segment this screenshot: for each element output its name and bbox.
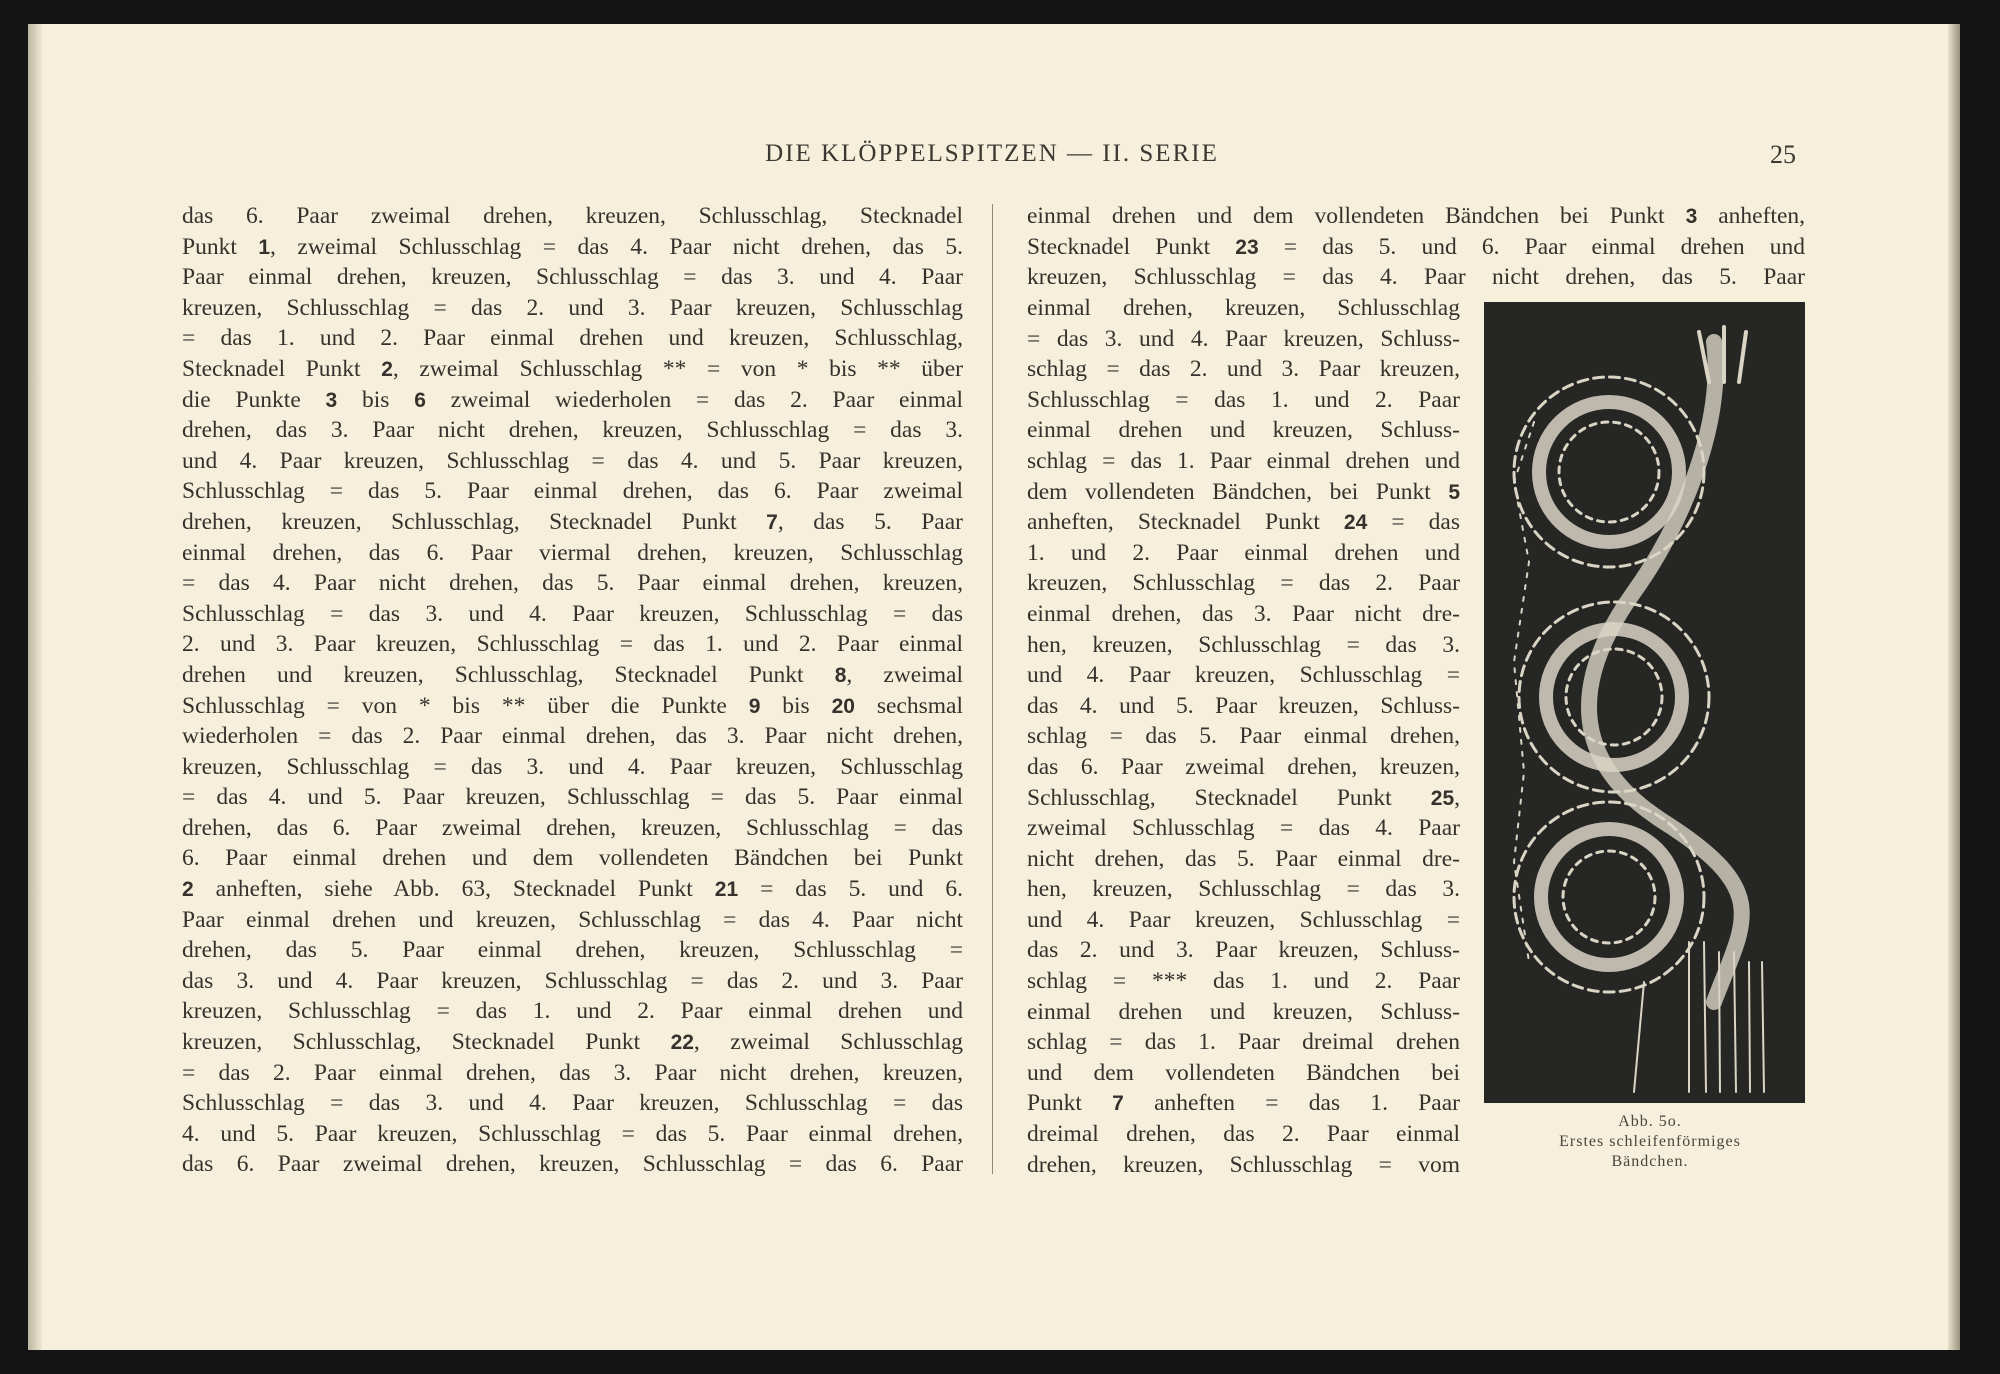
text-segment: = das 4. und 5. Paar kreuzen, Schlusschlag = das 5. Paar einmal bbox=[182, 784, 963, 811]
text-line bbox=[182, 996, 963, 1027]
bold-point-number: 9 bbox=[748, 694, 761, 718]
text-line bbox=[182, 538, 963, 569]
text-segment: , zweimal Schlusschlag ** = von * bis ** über bbox=[392, 355, 963, 382]
text-line bbox=[1027, 415, 1460, 446]
figure-number: Abb. 5o. bbox=[1618, 1113, 1682, 1130]
text-line bbox=[1027, 599, 1460, 630]
bold-point-number: 21 bbox=[714, 878, 739, 902]
text-line bbox=[182, 752, 963, 783]
text-line bbox=[1027, 293, 1460, 324]
text-line bbox=[1027, 232, 1805, 263]
bold-point-number: 2 bbox=[381, 357, 393, 381]
text-line bbox=[1027, 1150, 1460, 1181]
text-segment: hen, kreuzen, Schlusschlag = das 3. bbox=[1027, 876, 1460, 903]
bold-point-number: 20 bbox=[831, 694, 855, 718]
text-line bbox=[1027, 813, 1460, 844]
text-segment: dem vollendeten Bändchen, bei Punkt bbox=[1027, 478, 1449, 505]
text-segment: kreuzen, Schlusschlag = das 2. Paar bbox=[1027, 570, 1460, 597]
text-line bbox=[1027, 874, 1460, 905]
text-segment: bis bbox=[337, 386, 415, 413]
text-segment: drehen und kreuzen, Schlusschlag, Stecknadel Punkt bbox=[182, 661, 835, 688]
text-segment: wiederholen = das 2. Paar einmal drehen, das 3. Paar nicht drehen, bbox=[182, 723, 963, 750]
left-text-column bbox=[182, 201, 963, 1180]
text-segment: das 6. Paar zweimal drehen, kreuzen, bbox=[1027, 753, 1460, 780]
column-divider bbox=[992, 204, 993, 1174]
text-segment: sechsmal bbox=[854, 692, 963, 719]
text-line bbox=[1027, 201, 1805, 232]
text-segment: kreuzen, Schlusschlag = das 4. Paar nicht drehen, das 5. Paar bbox=[1027, 264, 1805, 291]
text-segment: = das 3. und 4. Paar kreuzen, Schluss- bbox=[1027, 325, 1460, 352]
text-segment: und 4. Paar kreuzen, Schlusschlag = bbox=[1027, 662, 1460, 689]
text-line bbox=[1027, 935, 1460, 966]
text-segment: Paar einmal drehen, kreuzen, Schlusschlag = das 3. und 4. Paar bbox=[182, 264, 963, 291]
text-segment: das 6. Paar zweimal drehen, kreuzen, Schlusschlag, Stecknadel bbox=[182, 203, 963, 229]
text-segment: Punkt bbox=[182, 233, 259, 260]
text-segment: anheften = das 1. Paar bbox=[1123, 1090, 1460, 1117]
bold-point-number: 7 bbox=[766, 510, 778, 534]
text-segment: einmal drehen und kreuzen, Schluss- bbox=[1027, 417, 1460, 444]
text-line bbox=[1027, 385, 1460, 416]
text-segment: = das 1. und 2. Paar einmal drehen und kreuzen, Schlusschlag, bbox=[182, 325, 963, 352]
text-segment: und dem vollendeten Bändchen bei bbox=[1027, 1059, 1460, 1086]
bold-point-number: 3 bbox=[325, 388, 338, 412]
text-segment: Schlusschlag = das 5. Paar einmal drehen, das 6. Paar zweimal bbox=[182, 478, 963, 505]
text-segment: kreuzen, Schlusschlag, Stecknadel Punkt bbox=[182, 1029, 671, 1056]
text-line bbox=[182, 262, 963, 293]
text-line bbox=[182, 201, 963, 232]
text-segment: Schlusschlag = das 1. und 2. Paar bbox=[1027, 386, 1460, 413]
text-segment: und 4. Paar kreuzen, Schlusschlag = das 4. und 5. Paar kreuzen, bbox=[182, 447, 963, 474]
bold-point-number: 3 bbox=[1685, 205, 1698, 228]
text-line bbox=[182, 660, 963, 691]
text-segment: einmal drehen, das 3. Paar nicht dre- bbox=[1027, 600, 1460, 627]
text-line bbox=[1027, 477, 1460, 508]
bold-point-number: 7 bbox=[1112, 1092, 1124, 1116]
text-line bbox=[182, 476, 963, 507]
text-line bbox=[182, 323, 963, 354]
text-line bbox=[1027, 630, 1460, 661]
text-line bbox=[182, 691, 963, 722]
text-line bbox=[182, 966, 963, 997]
text-segment: 2. und 3. Paar kreuzen, Schlusschlag = das 1. und 2. Paar einmal bbox=[182, 631, 963, 658]
bold-point-number: 23 bbox=[1235, 235, 1259, 259]
text-segment: drehen, das 3. Paar nicht drehen, kreuzen, Schlusschlag = das 3. bbox=[182, 417, 963, 444]
text-segment: einmal drehen und dem vollendeten Bändchen bei Punkt bbox=[1027, 203, 1686, 229]
text-segment: nicht drehen, das 5. Paar einmal dre- bbox=[1027, 845, 1460, 872]
text-segment: drehen, kreuzen, Schlusschlag = vom bbox=[1027, 1151, 1460, 1178]
figure-title-line2: Bändchen. bbox=[1611, 1153, 1689, 1170]
text-line bbox=[182, 354, 963, 385]
text-line bbox=[1027, 446, 1460, 477]
text-line bbox=[182, 568, 963, 599]
text-segment: bis bbox=[760, 692, 832, 719]
text-line bbox=[1027, 721, 1460, 752]
bold-point-number: 2 bbox=[182, 878, 194, 902]
text-line bbox=[182, 385, 963, 416]
text-segment: zweimal Schlusschlag = das 4. Paar bbox=[1027, 815, 1460, 842]
text-segment: hen, kreuzen, Schlusschlag = das 3. bbox=[1027, 631, 1460, 658]
text-line bbox=[182, 782, 963, 813]
bold-point-number: 6 bbox=[414, 388, 426, 412]
text-segment: Schlusschlag = das 3. und 4. Paar kreuzen, Schlusschlag = das bbox=[182, 1090, 963, 1117]
text-segment: schlag = das 2. und 3. Paar kreuzen, bbox=[1027, 356, 1460, 383]
bold-point-number: 25 bbox=[1430, 786, 1455, 810]
text-segment: = das 5. und 6. Paar einmal drehen und bbox=[1258, 233, 1805, 260]
text-line bbox=[1027, 507, 1460, 538]
text-segment: Schlusschlag, Stecknadel Punkt bbox=[1027, 784, 1431, 811]
bold-point-number: 1 bbox=[258, 235, 271, 259]
text-segment: schlag = *** das 1. und 2. Paar bbox=[1027, 968, 1460, 995]
text-line bbox=[1027, 1058, 1460, 1089]
text-line bbox=[182, 874, 963, 905]
book-gutter bbox=[28, 24, 42, 1350]
text-segment: Stecknadel Punkt bbox=[1027, 233, 1236, 260]
text-segment: , zweimal Schlusschlag = das 4. Paar nicht drehen, das 5. bbox=[270, 233, 963, 260]
text-line bbox=[182, 1119, 963, 1150]
text-segment: drehen, das 6. Paar zweimal drehen, kreuzen, Schlusschlag = das bbox=[182, 814, 963, 841]
text-segment: und 4. Paar kreuzen, Schlusschlag = bbox=[1027, 906, 1460, 933]
text-segment: drehen, das 5. Paar einmal drehen, kreuzen, Schlusschlag = bbox=[182, 937, 963, 964]
text-segment: , zweimal bbox=[846, 661, 963, 688]
right-text-wide bbox=[1027, 201, 1805, 293]
text-segment: Paar einmal drehen und kreuzen, Schlusschlag = das 4. Paar nicht bbox=[182, 906, 963, 933]
text-segment: , zweimal Schlusschlag bbox=[693, 1029, 963, 1056]
text-segment: , das 5. Paar bbox=[777, 508, 963, 535]
text-line bbox=[1027, 262, 1805, 293]
text-segment: kreuzen, Schlusschlag = das 1. und 2. Paar einmal drehen und bbox=[182, 998, 963, 1025]
text-segment: drehen, kreuzen, Schlusschlag, Stecknadel Punkt bbox=[182, 508, 767, 535]
text-line bbox=[182, 721, 963, 752]
text-segment: kreuzen, Schlusschlag = das 2. und 3. Paar kreuzen, Schlusschlag bbox=[182, 294, 963, 321]
text-line bbox=[182, 1058, 963, 1089]
text-segment: das 4. und 5. Paar kreuzen, Schluss- bbox=[1027, 692, 1460, 719]
text-line bbox=[1027, 538, 1460, 569]
text-line bbox=[182, 1149, 963, 1180]
text-line bbox=[182, 293, 963, 324]
text-line bbox=[1027, 905, 1460, 936]
bold-point-number: 5 bbox=[1448, 480, 1460, 504]
text-segment: 4. und 5. Paar kreuzen, Schlusschlag = das 5. Paar einmal drehen, bbox=[182, 1120, 963, 1147]
text-segment: die Punkte bbox=[182, 386, 326, 413]
text-segment: anheften, Stecknadel Punkt bbox=[1027, 509, 1344, 536]
figure-title-line1: Erstes schleifenförmiges bbox=[1559, 1133, 1741, 1150]
page-edge bbox=[1948, 24, 1960, 1350]
text-segment: Schlusschlag = von * bis ** über die Punkte bbox=[182, 692, 749, 719]
text-line bbox=[1027, 844, 1460, 875]
text-line bbox=[182, 905, 963, 936]
text-segment: anheften, siehe Abb. 63, Stecknadel Punkt bbox=[193, 876, 715, 903]
text-line bbox=[1027, 691, 1460, 722]
text-segment: 1. und 2. Paar einmal drehen und bbox=[1027, 539, 1460, 566]
text-line bbox=[1027, 997, 1460, 1028]
text-segment: = das bbox=[1367, 509, 1460, 536]
text-line bbox=[1027, 324, 1460, 355]
text-line bbox=[1027, 568, 1460, 599]
text-line bbox=[182, 415, 963, 446]
text-segment: einmal drehen und kreuzen, Schluss- bbox=[1027, 998, 1460, 1025]
text-line bbox=[182, 935, 963, 966]
text-line bbox=[1027, 1119, 1460, 1150]
text-line bbox=[182, 813, 963, 844]
text-segment: Schlusschlag = das 3. und 4. Paar kreuzen, Schlusschlag = das bbox=[182, 600, 963, 627]
text-segment: das 3. und 4. Paar kreuzen, Schlusschlag = das 2. und 3. Paar bbox=[182, 967, 963, 994]
bold-point-number: 22 bbox=[670, 1031, 694, 1055]
text-line bbox=[1027, 660, 1460, 691]
text-line bbox=[182, 629, 963, 660]
text-line bbox=[1027, 354, 1460, 385]
text-line bbox=[182, 599, 963, 630]
text-segment: das 2. und 3. Paar kreuzen, Schluss- bbox=[1027, 937, 1460, 964]
text-line bbox=[182, 843, 963, 874]
text-segment: das 6. Paar zweimal drehen, kreuzen, Schlusschlag = das 6. Paar bbox=[182, 1151, 963, 1178]
text-segment: anheften, bbox=[1697, 203, 1805, 229]
text-segment: einmal drehen, kreuzen, Schlusschlag bbox=[1027, 295, 1460, 321]
text-segment: 6. Paar einmal drehen und dem vollendeten Bändchen bei Punkt bbox=[182, 845, 963, 872]
text-segment: , bbox=[1454, 784, 1460, 811]
lace-photograph bbox=[1484, 302, 1805, 1103]
text-segment: Stecknadel Punkt bbox=[182, 355, 382, 382]
text-segment: zweimal wiederholen = das 2. Paar einmal bbox=[425, 386, 963, 413]
text-line bbox=[1027, 966, 1460, 997]
running-title: DIE KLÖPPELSPITZEN — II. SERIE bbox=[765, 140, 1219, 167]
right-text-narrow bbox=[1027, 293, 1460, 1180]
text-segment: = das 2. Paar einmal drehen, das 3. Paar nicht drehen, kreuzen, bbox=[182, 1059, 963, 1086]
text-segment: dreimal drehen, das 2. Paar einmal bbox=[1027, 1121, 1460, 1148]
text-line bbox=[182, 232, 963, 263]
text-line bbox=[1027, 783, 1460, 814]
text-line bbox=[182, 1027, 963, 1058]
bold-point-number: 24 bbox=[1343, 511, 1368, 535]
text-segment: schlag = das 1. Paar einmal drehen und bbox=[1027, 447, 1460, 474]
text-segment: schlag = das 5. Paar einmal drehen, bbox=[1027, 723, 1460, 750]
text-line bbox=[182, 507, 963, 538]
text-line bbox=[1027, 1088, 1460, 1119]
text-segment: Punkt bbox=[1027, 1090, 1113, 1117]
bold-point-number: 8 bbox=[834, 663, 847, 687]
text-segment: einmal drehen, das 6. Paar viermal drehen, kreuzen, Schlusschlag bbox=[182, 539, 963, 566]
text-line bbox=[182, 1088, 963, 1119]
text-line bbox=[182, 446, 963, 477]
page-number: 25 bbox=[1770, 140, 1796, 169]
text-line bbox=[1027, 752, 1460, 783]
text-segment: schlag = das 1. Paar dreimal drehen bbox=[1027, 1029, 1460, 1056]
text-segment: = das 5. und 6. bbox=[738, 876, 963, 903]
text-segment: = das 4. Paar nicht drehen, das 5. Paar einmal drehen, kreuzen, bbox=[182, 570, 963, 597]
text-segment: kreuzen, Schlusschlag = das 3. und 4. Paar kreuzen, Schlusschlag bbox=[182, 753, 963, 780]
lace-illustration bbox=[1484, 302, 1805, 1103]
text-line bbox=[1027, 1027, 1460, 1058]
figure-caption bbox=[1500, 1112, 1800, 1172]
